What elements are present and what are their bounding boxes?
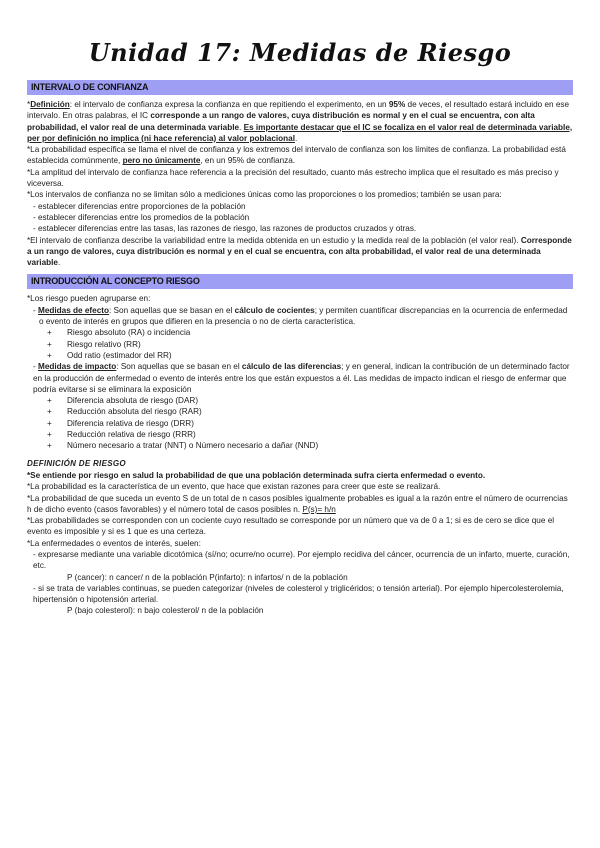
paragraph-variabilidad: *El intervalo de confianza describe la variabilidad entre la medida obtenida en un estudio y la medida real de la población (el valor real). Corresponde a un rango de valores, cuya distribución es normal y en el cual se encuentra, con alta probabilidad, el valor real de una determinada variable.	[27, 235, 572, 268]
paragraph-cociente: *Las probabilidades se corresponden con un cociente cuyo resultado se corresponde por un número que va de 0 a 1; si es de cero se dice que el evento es imposible y si es 1 que es una certeza.	[27, 516, 555, 537]
paragraph-probabilidad: *La probabilidad es la característica de un evento, que hace que existan razones para creer que este se realizará.	[27, 482, 441, 492]
formula-line: P (cancer): n cancer/ n de la población P(infarto): n infartos/ n de la población	[67, 572, 348, 582]
section-heading-definicion-riesgo: DEFINICIÓN DE RIESGO	[27, 458, 126, 468]
page-title: Unidad 17: Medidas de Riesgo	[88, 38, 512, 67]
list-item: + Riesgo relativo (RR)	[47, 339, 141, 349]
section-heading-intervalo: INTERVALO DE CONFIANZA	[27, 80, 573, 95]
paragraph-riesgo-salud: *Se entiende por riesgo en salud la probabilidad de que una población determinada sufra cierta enfermedad o evento.	[27, 470, 486, 480]
paragraph-amplitud: *La amplitud del intervalo de confianza hace referencia a la precisión del resultado, cuanto más estrecho implica que el resultado es más preciso y viceversa.	[27, 167, 559, 189]
list-item: - si se trata de variables continuas, se pueden categorizar (niveles de colesterol y triglicéridos; o tensión arterial). Por ejemplo hipercolesterolemia, hipertensión o hipotensión arterial.	[33, 583, 564, 605]
paragraph-enfermedades: *La enfermedades o eventos de interés, suelen:	[27, 538, 201, 548]
paragraph-formula: *La probabilidad de que suceda un evento S de un total de n casos posibles igualmente probables es igual a la razón entre el número de ocurrencias h de dicho evento (casos favorables) y el número total de casos posibles n. P(s)= h/n	[27, 493, 568, 514]
paragraph-usos: *Los intervalos de confianza no se limitan sólo a mediciones únicas como las proporciones o los promedios; también se usan para:	[27, 190, 502, 200]
list-item: + Reducción absoluta del riesgo (RAR)	[47, 407, 202, 417]
paragraph-agrupacion: *Los riesgo pueden agruparse en:	[27, 294, 151, 304]
list-item: + Diferencia absoluta de riesgo (DAR)	[47, 396, 199, 406]
document-page	[27, 30, 573, 617]
paragraph-medidas-efecto: - Medidas de efecto: Son aquellas que se basan en el cálculo de cocientes; y permiten cuantificar discrepancias en la ocurrencia de enfermedad o evento de interés en grupos que difieren en la presencia o no de cierta característica.	[33, 305, 568, 327]
list-item: + Número necesario a tratar (NNT) o Número necesario a dañar (NND)	[47, 441, 319, 451]
list-item: + Reducción relativa de riesgo (RRR)	[47, 430, 196, 440]
list-item: + Odd ratio (estimador del RR)	[47, 350, 172, 360]
paragraph-nivel-confianza: *La probabilidad específica se llama el nivel de confianza y los extremos del intervalo de confianza son los límites de confianza. La probabilidad está establecida comúnmente, pero no únicamente, en un 95% de confianza.	[27, 145, 566, 166]
list-item: + Diferencia relativa de riesgo (DRR)	[47, 418, 194, 428]
list-item: - establecer diferencias entre las tasas, las razones de riesgo, las razones de productos cruzados y otras.	[33, 224, 417, 234]
list-item: + Riesgo absoluto (RA) o incidencia	[47, 328, 191, 338]
list-item: - expresarse mediante una variable dicotómica (sí/no; ocurre/no ocurre). Por ejemplo recidiva del cáncer, ocurrencia de un infarto, muerte, curación, etc.	[33, 549, 570, 571]
list-item: - establecer diferencias entre proporciones de la población	[33, 201, 246, 211]
section-heading-introduccion: INTRODUCCIÓN AL CONCEPTO RIESGO	[27, 274, 573, 289]
formula-line: P (bajo colesterol): n bajo colesterol/ n de la población	[67, 606, 264, 616]
paragraph-medidas-impacto: - Medidas de impacto: Son aquellas que se basan en el cálculo de las diferencias; y en general, indican la contribución de un determinado factor en la producción de enfermedad o evento de interés entre los que están expuestos a él. Las medidas de impacto indican el riesgo de enfermar que podría evitarse si se eliminara la exposición	[33, 362, 570, 394]
paragraph-definicion: *Definición: el intervalo de confianza expresa la confianza en que repitiendo el experimento, en un 95% de veces, el resultado estará incluido en ese intervalo. En otras palabras, el IC corresponde a un rango de valores, cuya distribución es normal y en el cual se encuentra, con alta probabilidad, el valor real de una determinada variable. Es importante destacar que el IC se focaliza en el valor real de determinada variable, per por definición no implica (ni hace referencia) al valor poblacional.	[27, 100, 573, 143]
list-item: - establecer diferencias entre los promedios de la población	[33, 212, 250, 222]
